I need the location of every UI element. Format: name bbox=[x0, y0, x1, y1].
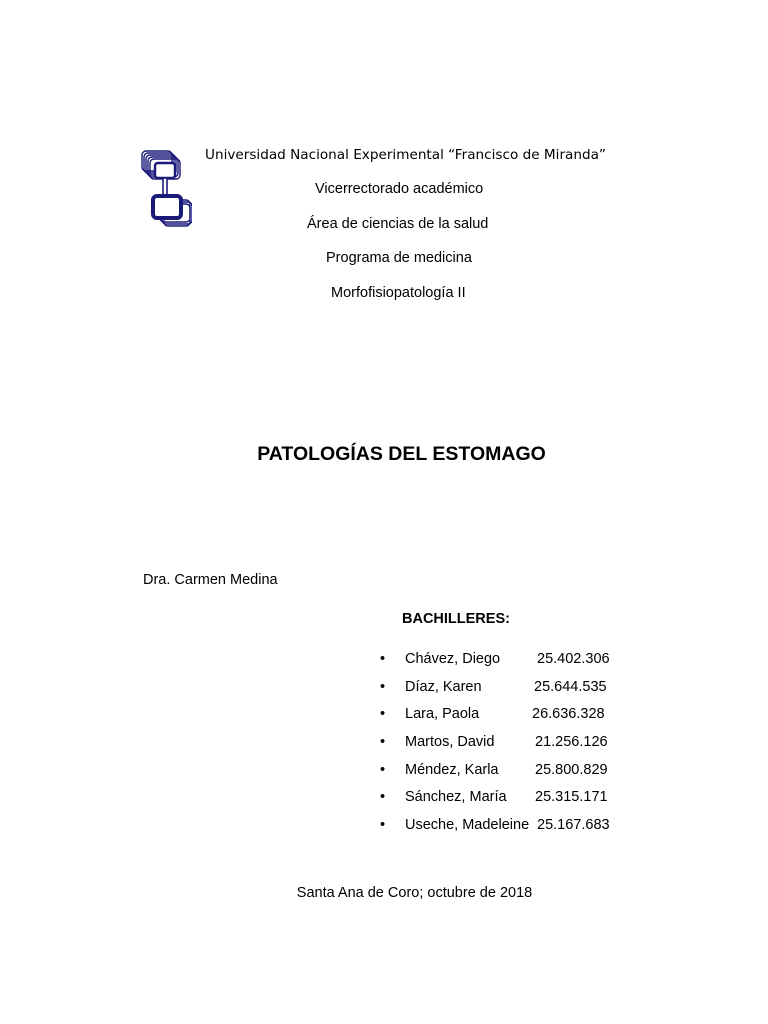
place-and-date: Santa Ana de Coro; octubre de 2018 bbox=[296, 885, 533, 901]
student-name: Martos, David bbox=[405, 734, 495, 751]
student-id: 21.256.126 bbox=[535, 734, 608, 751]
student-name: Sánchez, María bbox=[405, 789, 507, 806]
bullet-icon: • bbox=[380, 789, 386, 806]
student-id: 25.800.829 bbox=[535, 761, 608, 778]
unefm-logo-icon bbox=[140, 148, 192, 230]
bullet-icon: • bbox=[380, 761, 386, 778]
students-heading: BACHILLERES: bbox=[402, 611, 510, 627]
bullet-icon: • bbox=[380, 651, 386, 667]
vicerrectorado-line: Vicerrectorado académico bbox=[315, 181, 484, 197]
student-name: Lara, Paola bbox=[405, 706, 480, 723]
student-name: Díaz, Karen bbox=[405, 678, 482, 695]
document-title: PATOLOGÍAS DEL ESTOMAGO bbox=[257, 443, 546, 465]
student-id: 25.402.306 bbox=[537, 651, 610, 667]
student-id: 25.315.171 bbox=[535, 789, 608, 806]
student-name: Méndez, Karla bbox=[405, 761, 499, 778]
bullet-icon: • bbox=[380, 678, 386, 695]
student-name: Chávez, Diego bbox=[405, 651, 501, 667]
student-id: 25.167.683 bbox=[537, 817, 610, 834]
teacher-name: Dra. Carmen Medina bbox=[143, 572, 278, 588]
bullet-icon: • bbox=[380, 706, 386, 723]
bullet-icon: • bbox=[380, 734, 386, 751]
student-id: 25.644.535 bbox=[534, 678, 607, 695]
bullet-icon: • bbox=[380, 817, 386, 834]
student-id: 26.636.328 bbox=[532, 706, 605, 723]
university-name: Universidad Nacional Experimental “Francisco de Miranda” bbox=[205, 147, 606, 163]
asignatura-line: Morfofisiopatología II bbox=[331, 285, 466, 301]
area-line: Área de ciencias de la salud bbox=[307, 216, 489, 232]
programa-line: Programa de medicina bbox=[326, 250, 472, 266]
student-name: Useche, Madeleine bbox=[405, 817, 530, 834]
